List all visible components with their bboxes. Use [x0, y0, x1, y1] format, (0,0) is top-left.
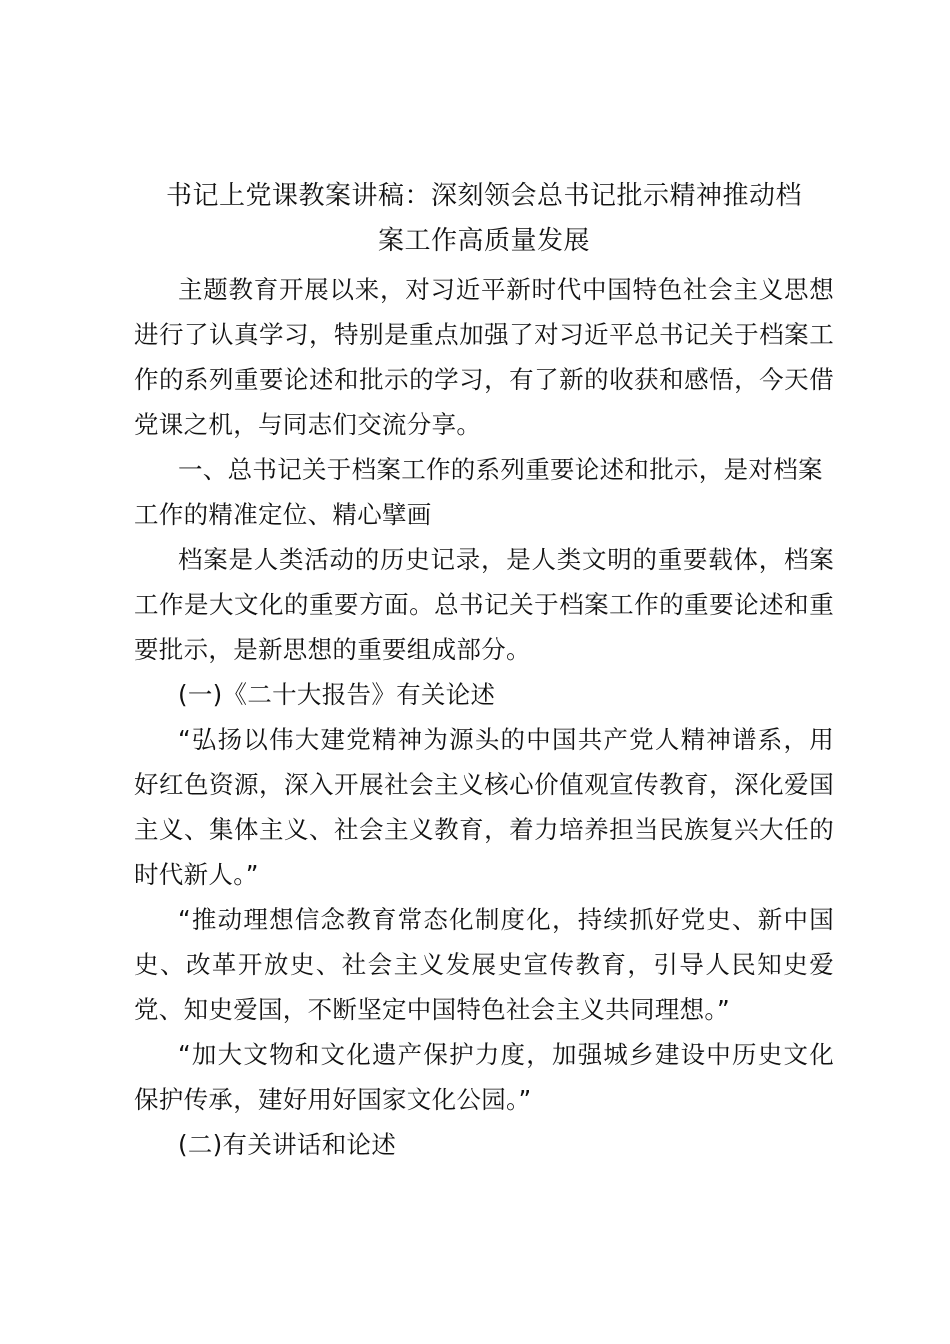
title-line-2: 案工作高质量发展: [377, 226, 590, 256]
subsection-1-heading: (一)《二十大报告》有关论述: [178, 680, 496, 709]
quote-1: “弘扬以伟大建党精神为源头的中国共产党人精神谱系，用好红色资源，深入开展社会主义核心价值观宣传教育，深化爱国主义、集体主义、社会主义教育，着力培养担当民族复兴大任的时代新人。”: [134, 725, 834, 889]
document-title: [134, 174, 834, 264]
quote-2: “推动理想信念教育常态化制度化，持续抓好党史、新中国史、改革开放史、社会主义发展史宣传教育，引导人民知史爱党、知史爱国，不断坚定中国特色社会主义共同理想。”: [134, 905, 834, 1024]
document-page: [134, 174, 834, 1167]
quote-3: “加大文物和文化遗产保护力度，加强城乡建设中历史文化保护传承，建好用好国家文化公园。”: [134, 1040, 834, 1114]
subsection-2-heading: (二)有关讲话和论述: [178, 1130, 397, 1159]
section-1-paragraph: 档案是人类活动的历史记录，是人类文明的重要载体，档案工作是大文化的重要方面。总书记关于档案工作的重要论述和重要批示，是新思想的重要组成部分。: [134, 545, 834, 664]
intro-paragraph: 主题教育开展以来，对习近平新时代中国特色社会主义思想进行了认真学习，特别是重点加强了对习近平总书记关于档案工作的系列重要论述和批示的学习，有了新的收获和感悟，今天借党课之机，与同志们交流分享。: [134, 275, 834, 439]
section-1-heading: 一、总书记关于档案工作的系列重要论述和批示，是对档案工作的精准定位、精心擘画: [134, 455, 823, 529]
title-line-1: 书记上党课教案讲稿：深刻领会总书记批示精神推动档: [165, 181, 802, 211]
